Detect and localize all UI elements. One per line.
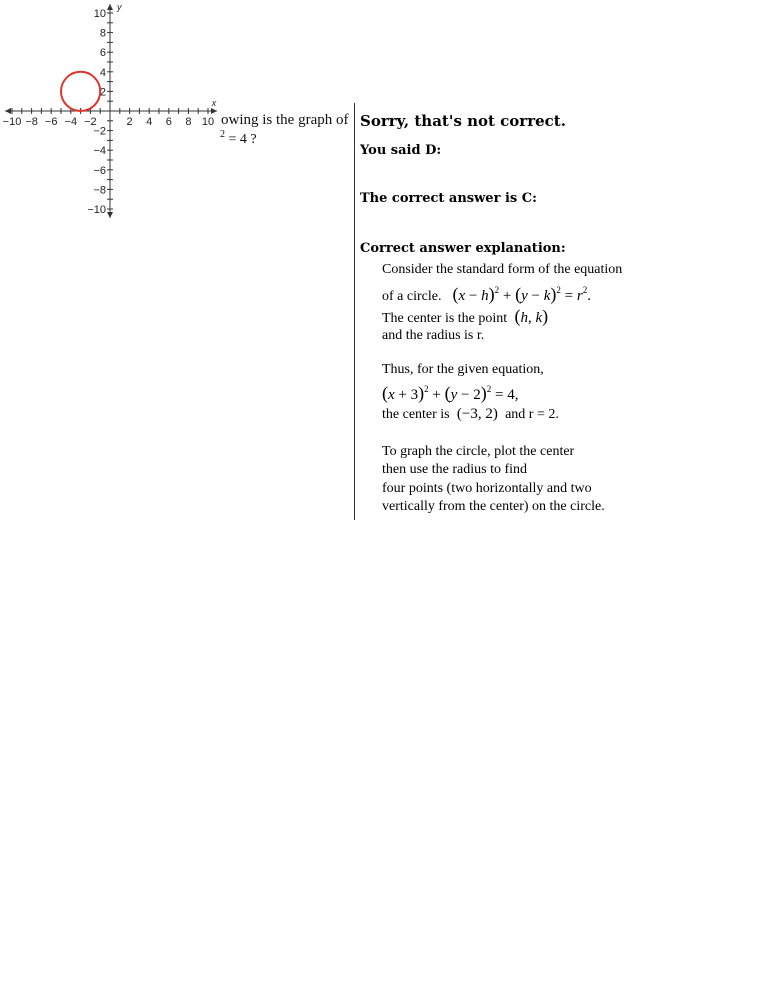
y-tick-label: −4 [93, 145, 106, 158]
graphed-circle [61, 72, 100, 111]
y-tick-label: 6 [99, 47, 106, 60]
explanation-p3-line1: To graph the circle, plot the center [382, 444, 575, 459]
y-axis-title: y [117, 2, 122, 12]
x-tick-label: −10 [2, 116, 22, 128]
x-axis-title: x [211, 98, 217, 108]
question-text-line1: owing is the graph of [221, 112, 349, 128]
explanation-p3-line3: four points (two horizontally and two [382, 481, 592, 496]
x-tick-label: 6 [165, 116, 172, 128]
radius-value-text: and r = 2. [505, 407, 559, 422]
explanation-p3-line2: then use the radius to find [382, 462, 528, 477]
explanation-p1-line3-text: The center is the point [382, 311, 508, 326]
given-equation: $(x + 3)^2 + (y - 2)^2 = 4$, [382, 383, 519, 403]
explanation-p2-line3-text: the center is [382, 407, 450, 422]
x-tick-label: 2 [126, 116, 133, 128]
x-tick-label: 10 [201, 116, 215, 128]
explanation-title: Correct answer explanation: [360, 241, 566, 256]
question-text-line2 [220, 129, 257, 148]
center-value [453, 406, 501, 422]
explanation-p1-line2 [382, 284, 591, 307]
y-axis-arrow-up [107, 4, 113, 10]
you-said-label: You said D: [360, 143, 442, 158]
feedback-heading: Sorry, that's not correct. [360, 112, 566, 130]
y-tick-label: 10 [93, 8, 106, 20]
x-tick-label: 4 [146, 116, 153, 128]
feedback-panel [360, 110, 760, 514]
explanation-p1-line1: Consider the standard form of the equation [382, 262, 623, 277]
explanation-p2-line3 [382, 404, 559, 425]
x-axis-arrow-left [5, 108, 11, 114]
question-equation-tail: = 4 ? [225, 132, 257, 147]
x-tick-label: −8 [25, 116, 38, 128]
y-tick-label: −8 [93, 184, 106, 197]
y-tick-label: 2 [99, 86, 106, 99]
question-exponent: 2 [220, 129, 225, 140]
x-tick-label: −2 [84, 116, 97, 128]
center-value-text: (−3, 2) [456, 406, 498, 422]
y-tick-label: 8 [99, 27, 106, 40]
standard-form-equation: $(x - h)^2 + (y - k)^2 = r^2$. [452, 284, 591, 304]
y-tick-label: −2 [93, 125, 106, 138]
explanation-p1-line4: and the radius is r. [382, 328, 485, 343]
x-tick-label: 8 [185, 116, 192, 128]
correct-answer-label: The correct answer is C: [360, 191, 537, 206]
x-axis-arrow-right [211, 108, 217, 114]
y-axis-arrow-down [107, 212, 113, 218]
y-tick-label: 4 [99, 66, 106, 79]
explanation-p1-line2-text: of a circle. [382, 289, 442, 304]
y-tick-label: −10 [87, 204, 106, 216]
coordinate-graph [0, 0, 222, 222]
vertical-divider [354, 103, 355, 520]
explanation-p2-line1: Thus, for the given equation, [382, 362, 544, 377]
center-point-hk: (h, k) [514, 306, 549, 326]
y-tick-label: −6 [93, 164, 106, 177]
x-tick-label: −4 [64, 116, 78, 128]
explanation-p3-line4: vertically from the center) on the circle. [382, 499, 605, 514]
x-tick-label: −6 [44, 116, 58, 128]
